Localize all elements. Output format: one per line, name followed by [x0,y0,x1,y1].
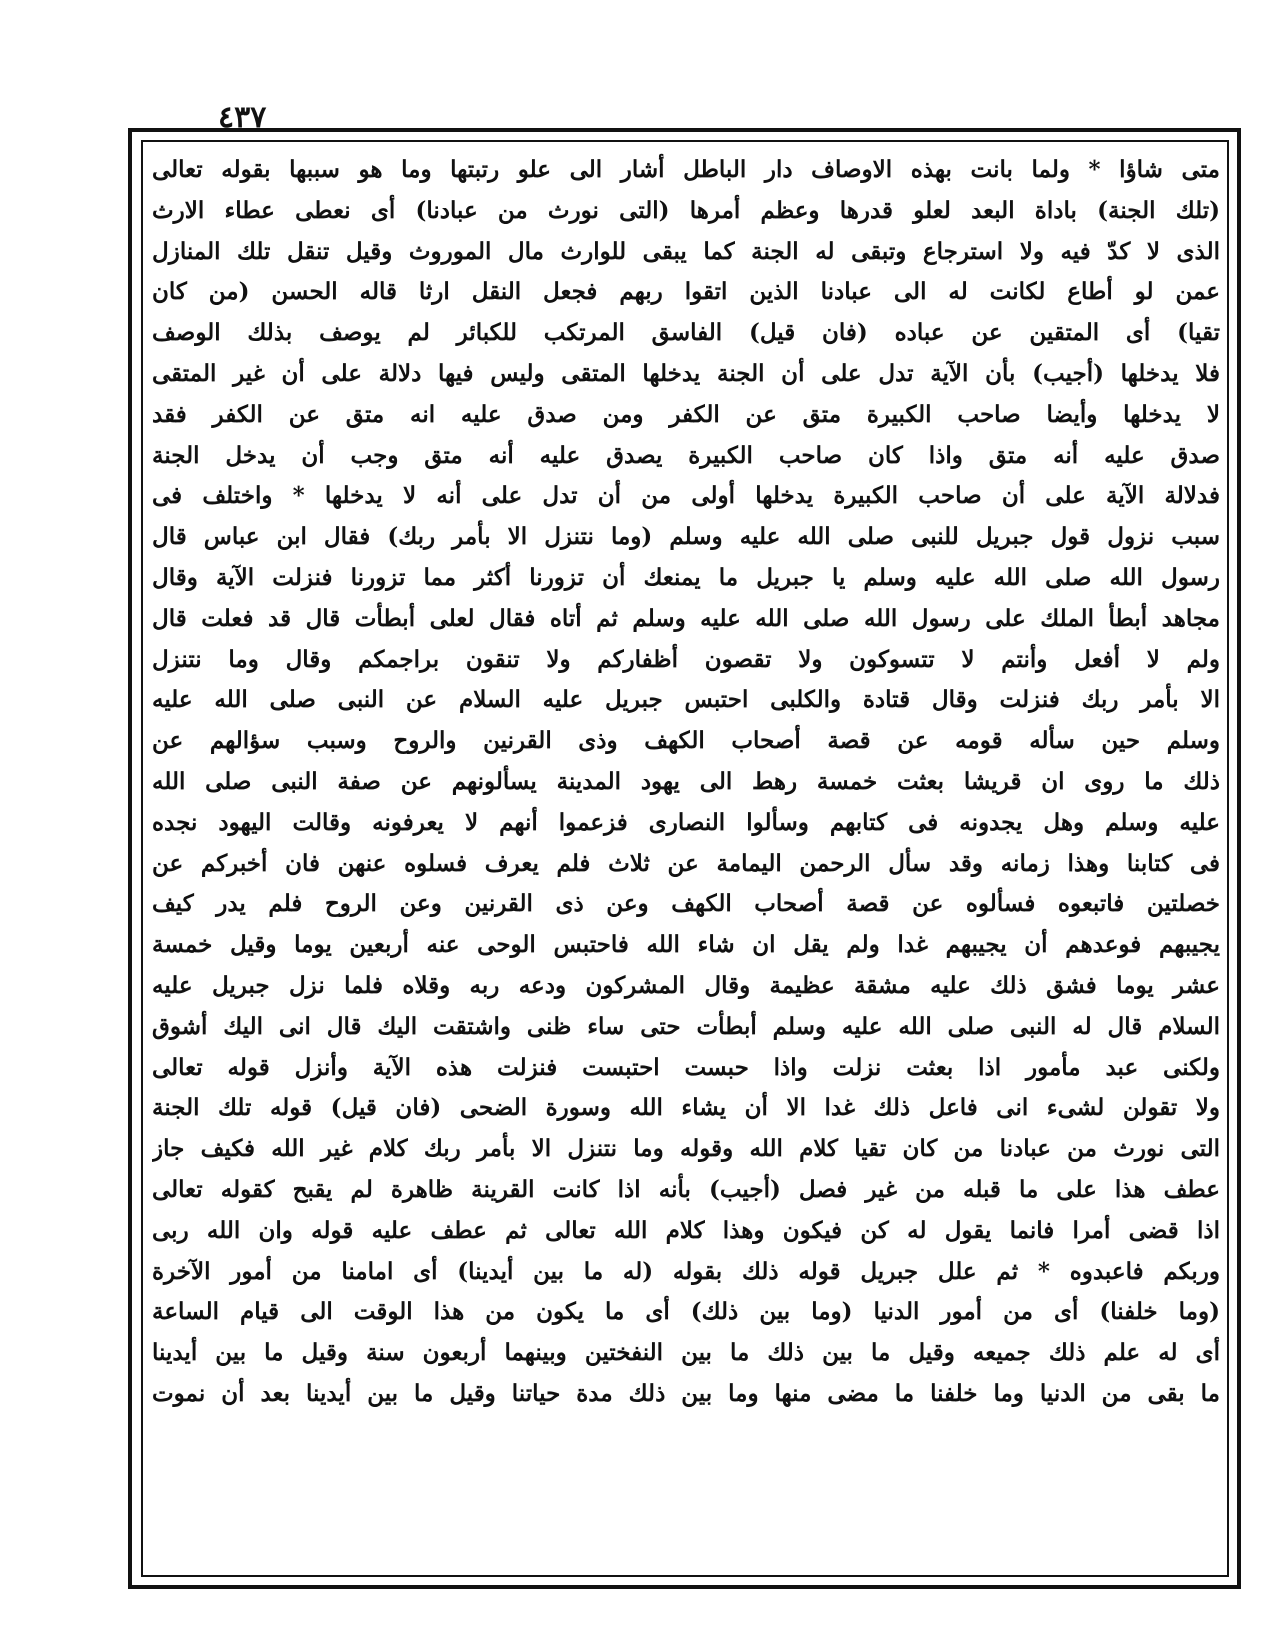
text-line: ولكنى عبد مأمور اذا بعثت نزلت واذا حبست احتبست فنزلت هذه الآية وأنزل قوله تعالى [152,1053,1220,1081]
text-line: (تلك الجنة) باداة البعد لعلو قدرها وعظم أمرها (التى نورث من عبادنا) أى نعطى عطاء الارث [152,196,1220,224]
text-line: عشر يوما فشق ذلك عليه مشقة عظيمة وقال المشركون ودعه ربه وقلاه فلما نزل جبريل عليه [152,971,1220,999]
text-line: وسلم حين سأله قومه عن قصة أصحاب الكهف وذى القرنين والروح وسبب سؤالهم عن [152,727,1220,755]
text-line: ما بقى من الدنيا وما خلفنا ما مضى منها وما بين ذلك مدة حياتنا وقيل ما بين أيدينا بعد أن نموت [152,1379,1220,1407]
text-line: الا بأمر ربك فنزلت وقال قتادة والكلبى احتبس جبريل عليه السلام عن النبى صلى الله عليه [152,686,1220,714]
text-line: رسول الله صلى الله عليه وسلم يا جبريل ما يمنعك أن تزورنا أكثر مما تزورنا فنزلت الآية وقال [152,563,1220,591]
text-line: عطف هذا على ما قبله من غير فصل (أجيب) بأنه اذا كانت القرينة ظاهرة لم يقبح كقوله تعالى [152,1175,1220,1203]
text-line: اذا قضى أمرا فانما يقول له كن فيكون وهذا كلام الله تعالى ثم عطف عليه قوله وان الله ربى [152,1216,1220,1244]
main-text-block [152,150,1220,1568]
text-line: تقيا) أى المتقين عن عباده (فان قيل) الفاسق المرتكب للكبائر لم يوصف بذلك الوصف [152,319,1220,347]
text-line: خصلتين فاتبعوه فسألوه عن قصة أصحاب الكهف وعن ذى القرنين وعن الروح فلم يدر كيف [152,890,1220,918]
text-line: متى شاؤا * ولما بانت بهذه الاوصاف دار الباطل أشار الى علو رتبتها وما هو سببها بقوله تعالى [152,156,1220,183]
text-line: عليه وسلم وهل يجدونه فى كتابهم وسألوا النصارى فزعموا أنهم لا يعرفونه وقالت اليهود نجده [152,808,1220,836]
text-line: فلا يدخلها (أجيب) بأن الآية تدل على أن الجنة يدخلها المتقى وليس فيها دلالة على أن غير المتقى [152,359,1220,387]
text-line: ولم لا أفعل وأنتم لا تتسوكون ولا تقصون أظفاركم ولا تنقون براجمكم وقال وما نتنزل [152,645,1220,673]
text-line: (وما خلفنا) أى من أمور الدنيا (وما بين ذلك) أى ما يكون من هذا الوقت الى قيام الساعة [152,1298,1220,1326]
text-line: لا يدخلها وأيضا صاحب الكبيرة متق عن الكفر ومن صدق عليه انه متق عن الكفر فقد [152,400,1220,428]
text-line: فى كتابنا وهذا زمانه وقد سأل الرحمن اليمامة عن ثلاث فلم يعرف فسلوه عنهن فان أخبركم عن [152,849,1220,877]
text-line: عمن لو أطاع لكانت له الى عبادنا الذين اتقوا ربهم فجعل النقل ارثا قاله الحسن (من كان [152,278,1220,306]
text-line: يجيبهم فوعدهم أن يجيبهم غدا ولم يقل ان شاء الله فاحتبس الوحى عنه أربعين يوما وقيل خمسة [152,931,1220,959]
text-line: ذلك ما روى ان قريشا بعثت خمسة رهط الى يهود المدينة يسألونهم عن صفة النبى صلى الله [152,767,1220,795]
text-line: وربكم فاعبدوه * ثم علل جبريل قوله ذلك بقوله (له ما بين أيدينا) أى امامنا من أمور الآخرة [152,1257,1220,1285]
text-line: سبب نزول قول جبريل للنبى صلى الله عليه وسلم (وما نتنزل الا بأمر ربك) فقال ابن عباس قال [152,523,1220,551]
text-line: مجاهد أبطأ الملك على رسول الله صلى الله عليه وسلم ثم أتاه فقال لعلى أبطأت قال قد فعلت قال [152,604,1220,632]
page-number: ٤٣٧ [218,100,267,135]
text-line: الذى لا كدّ فيه ولا استرجاع وتبقى له الجنة كما يبقى للوارث مال الموروث وقيل تنقل تلك المنازل [152,237,1220,265]
text-line: صدق عليه أنه متق واذا كان صاحب الكبيرة يصدق عليه أنه متق وجب أن يدخل الجنة [152,441,1220,469]
text-line: أى له علم ذلك جميعه وقيل ما بين ذلك ما بين النفختين وبينهما أربعون سنة وقيل ما بين أيدينا [152,1339,1220,1367]
text-line: فدلالة الآية على أن صاحب الكبيرة يدخلها أولى من أن تدل على أنه لا يدخلها * واختلف فى [152,482,1220,510]
text-line: ولا تقولن لشىء انى فاعل ذلك غدا الا أن يشاء الله وسورة الضحى (فان قيل) قوله تلك الجنة [152,1094,1220,1122]
text-line: التى نورث من عبادنا من كان تقيا كلام الله وقوله وما نتنزل الا بأمر ربك كلام غير الله فكيف جاز [152,1135,1220,1163]
text-line: السلام قال له النبى صلى الله عليه وسلم أبطأت حتى ساء ظنى واشتقت اليك قال انى اليك أشوق [152,1012,1220,1040]
